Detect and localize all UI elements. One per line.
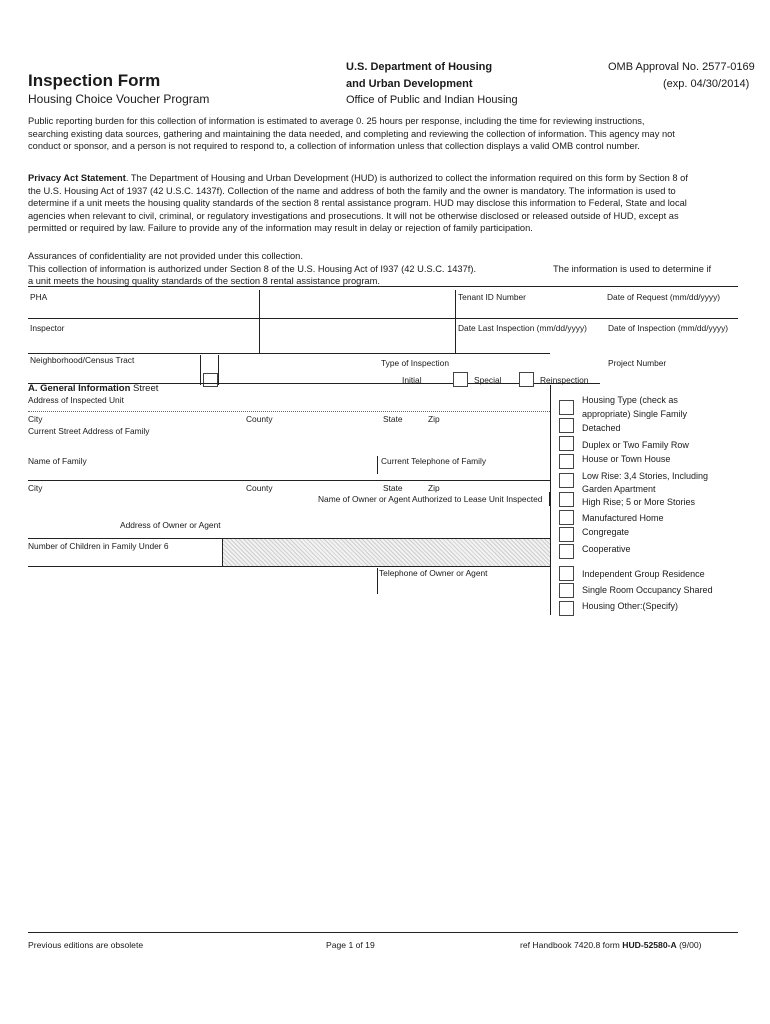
agency-name-line2: and Urban Development bbox=[346, 78, 473, 90]
single-family-detached-checkbox[interactable] bbox=[559, 400, 574, 415]
city-label: City bbox=[28, 414, 43, 424]
project-number-label: Project Number bbox=[608, 358, 667, 368]
single-room-checkbox[interactable] bbox=[559, 583, 574, 598]
special-checkbox[interactable] bbox=[519, 372, 534, 387]
state-label: State bbox=[383, 414, 403, 424]
housing-type-rise: Low Rise: 3,4 Stories, Including Garden Apartment High Rise; 5 or More Stories bbox=[582, 471, 709, 507]
form-title: Inspection Form bbox=[28, 71, 161, 90]
low-rise-checkbox[interactable] bbox=[559, 473, 574, 488]
tenant-id-label: Tenant ID Number bbox=[458, 292, 526, 302]
date-last-inspection-label: Date Last Inspection (mm/dd/yyyy) bbox=[458, 323, 587, 333]
zip-label: Zip bbox=[428, 414, 440, 424]
initial-checkbox[interactable] bbox=[453, 372, 468, 387]
neighborhood-box[interactable] bbox=[203, 373, 218, 387]
housing-type-cooperative: Cooperative bbox=[582, 544, 631, 554]
cooperative-checkbox[interactable] bbox=[559, 544, 574, 559]
high-rise-checkbox[interactable] bbox=[559, 492, 574, 507]
housing-type-checkbox-2[interactable] bbox=[559, 418, 574, 433]
assurance-statement: Assurances of confidentiality are not provided under this collection. This collection of information is authorized under Section 8 of the U.S. Housing Act of I937 (42 U.S.C. 1437f). The information is used to determine if a unit meets the housing quality standards of the section 8 rental assistance program. bbox=[28, 251, 712, 286]
agency-name-line1: U.S. Department of Housing bbox=[346, 61, 493, 73]
date-of-request-label: Date of Request (mm/dd/yyyy) bbox=[607, 292, 721, 302]
current-telephone-label: Current Telephone of Family bbox=[381, 456, 487, 466]
office-name: Office of Public and Indian Housing bbox=[346, 94, 518, 106]
town-house-checkbox[interactable] bbox=[559, 454, 574, 469]
type-of-inspection-label: Type of Inspection bbox=[381, 358, 449, 368]
housing-type-single-family: Housing Type (check as appropriate) Single Family Detached bbox=[582, 395, 688, 433]
owner-name-label: Name of Owner or Agent Authorized to Lease Unit Inspected bbox=[318, 494, 543, 504]
pha-label: PHA bbox=[30, 292, 48, 302]
owner-telephone-label: Telephone of Owner or Agent bbox=[379, 568, 488, 578]
program-name: Housing Choice Voucher Program bbox=[28, 92, 210, 106]
housing-type-manufactured: Manufactured Home Congregate bbox=[582, 513, 664, 537]
privacy-heading: Privacy Act Statement bbox=[28, 173, 126, 183]
footer-obsolete-note: Previous editions are obsolete bbox=[28, 940, 144, 950]
address-of-inspected-unit-label: Address of Inspected Unit bbox=[28, 395, 124, 405]
omb-approval: OMB Approval No. 2577-0169 bbox=[608, 61, 755, 73]
state-label-2: State bbox=[383, 483, 403, 493]
initial-label: Initial bbox=[402, 375, 422, 385]
zip-label-2: Zip bbox=[428, 483, 440, 493]
county-label: County bbox=[246, 414, 273, 424]
section-a-heading: A. General Information Street bbox=[28, 383, 159, 394]
duplex-checkbox[interactable] bbox=[559, 436, 574, 451]
children-under-6-label: Number of Children in Family Under 6 bbox=[28, 541, 169, 551]
housing-type-group: Independent Group Residence Single Room Occupancy Shared Housing Other:(Specify) bbox=[582, 569, 713, 611]
inspector-label: Inspector bbox=[30, 323, 65, 333]
privacy-act-statement: Privacy Act Statement. The Department of Housing and Urban Development (HUD) is authorized to collect the information required on this form by Section 8 of the U.S. Housing Act of 1937 (42 U.S.C. 1437f). Collection of the name and address of both the family and the owner is mandatory. The information is used to determine if a unit meets the housing quality standards of the section 8 rental assistance program. HUD may disclose this information to Federal, State and local agencies when relevant to civil, criminal, or regulatory investigations and prosecutions. It will not be otherwise disclosed or released outside of HUD, except as permitted or required by law. Failure to provide any of the information may result in delay or rejection of family participation. bbox=[28, 173, 688, 233]
neighborhood-label: Neighborhood/Census Tract bbox=[30, 355, 135, 365]
current-street-address-label: Current Street Address of Family bbox=[28, 426, 150, 436]
housing-type-duplex: Duplex or Two Family Row House or Town House bbox=[582, 440, 689, 464]
shaded-area bbox=[223, 539, 550, 566]
manufactured-home-checkbox[interactable] bbox=[559, 510, 574, 525]
footer-page-number: Page 1 of 19 bbox=[326, 940, 375, 950]
county-label-2: County bbox=[246, 483, 273, 493]
name-of-family-label: Name of Family bbox=[28, 456, 87, 466]
burden-statement: Public reporting burden for this collection of information is estimated to average 0. 25 hours per response, including the time for reviewing instructions, searching existing data sources, gathering and maintaining the data needed, and completing and reviewing the collection of information. This agency may not conduct or sponsor, and a person is not required to respond to, a collection of information unless that collection displays a valid OMB control number. bbox=[28, 116, 675, 151]
group-residence-checkbox[interactable] bbox=[559, 566, 574, 581]
footer-form-reference: ref Handbook 7420.8 form HUD-52580-A (9/00) bbox=[520, 940, 702, 950]
omb-expiration: (exp. 04/30/2014) bbox=[663, 78, 750, 90]
housing-other-checkbox[interactable] bbox=[559, 601, 574, 616]
reinspection-label: Reinspection bbox=[540, 375, 589, 385]
date-of-inspection-label: Date of Inspection (mm/dd/yyyy) bbox=[608, 323, 729, 333]
congregate-checkbox[interactable] bbox=[559, 527, 574, 542]
special-label: Special bbox=[474, 375, 502, 385]
owner-address-label: Address of Owner or Agent bbox=[120, 520, 221, 530]
city-label-2: City bbox=[28, 483, 43, 493]
